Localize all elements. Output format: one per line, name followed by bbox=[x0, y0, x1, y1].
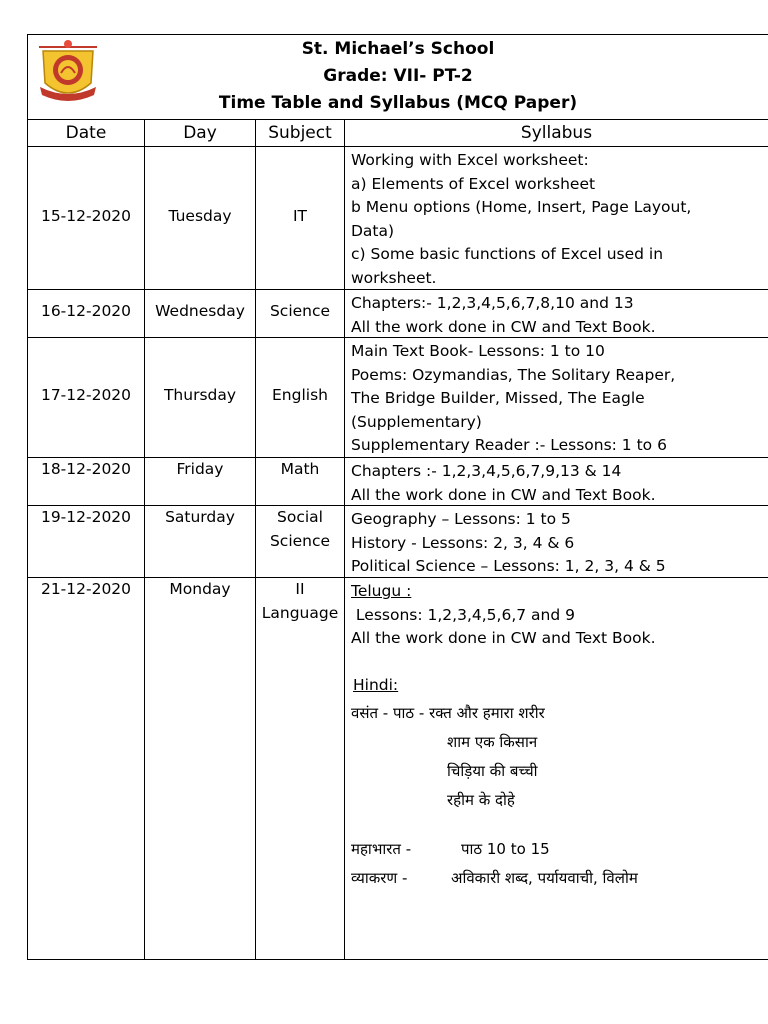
syllabus-cell bbox=[344, 147, 768, 289]
table-row bbox=[28, 338, 768, 458]
table-row bbox=[28, 290, 768, 338]
subject-cell bbox=[255, 458, 344, 505]
subject-cell bbox=[255, 338, 344, 457]
date-cell: 18-12-2020 bbox=[40, 460, 132, 478]
subject-line: Science bbox=[269, 302, 331, 320]
syllabus-line: Chapters :- 1,2,3,4,5,6,7,9,13 & 14 bbox=[351, 462, 622, 480]
vasant-lesson: चिड़िया की बच्ची bbox=[447, 762, 538, 781]
day-cell: Monday bbox=[144, 578, 255, 960]
subject-line: English bbox=[272, 386, 328, 404]
date-cell: 15-12-2020 bbox=[40, 207, 132, 225]
syllabus-line: History - Lessons: 2, 3, 4 & 6 bbox=[351, 533, 575, 552]
vyakaran-line bbox=[351, 864, 768, 893]
syllabus-line: Working with Excel worksheet: bbox=[351, 151, 589, 169]
syllabus-line: Main Text Book- Lessons: 1 to 10 bbox=[351, 342, 605, 360]
syllabus-cell bbox=[344, 290, 768, 337]
subject-cell bbox=[255, 578, 344, 960]
syllabus-line: Supplementary Reader :- Lessons: 1 to 6 bbox=[351, 436, 667, 455]
vasant-label: वसंत - पाठ - bbox=[351, 704, 425, 723]
mahabharat-line bbox=[351, 835, 768, 864]
date-cell: 19-12-2020 bbox=[40, 508, 132, 526]
spacer bbox=[351, 651, 768, 674]
subject-line: II bbox=[295, 580, 305, 598]
syllabus-line: a) Elements of Excel worksheet bbox=[351, 174, 596, 193]
vasant-lesson: शाम एक किसान bbox=[447, 733, 538, 752]
vyakaran-label: व्याकरण - bbox=[351, 869, 408, 888]
telugu-heading-text: Telugu : bbox=[351, 582, 412, 600]
telugu-lessons: Lessons: 1,2,3,4,5,6,7 and 9 bbox=[351, 605, 575, 624]
syllabus-line: c) Some basic functions of Excel used in bbox=[351, 245, 664, 264]
syllabus-cell bbox=[344, 338, 768, 457]
vasant-lesson: रक्त और हमारा शरीर bbox=[429, 704, 545, 723]
subject-cell bbox=[255, 506, 344, 577]
school-name: St. Michael’s School bbox=[301, 39, 495, 59]
subject-cell bbox=[255, 290, 344, 337]
hindi-vasant-block bbox=[351, 699, 768, 815]
day-cell: Saturday bbox=[144, 506, 255, 577]
syllabus-line: Political Science – Lessons: 1, 2, 3, 4 & 5 bbox=[351, 557, 666, 576]
hindi-other-block bbox=[351, 835, 768, 893]
table-row bbox=[28, 458, 768, 506]
telugu-heading bbox=[351, 580, 768, 604]
col-header-date: Date bbox=[65, 123, 107, 143]
syllabus-cell bbox=[344, 458, 768, 505]
day-cell: Tuesday bbox=[144, 147, 255, 289]
syllabus-line: Geography – Lessons: 1 to 5 bbox=[351, 510, 571, 528]
date-cell: 16-12-2020 bbox=[40, 302, 132, 320]
vasant-lesson: रहीम के दोहे bbox=[447, 791, 515, 810]
syllabus-line: All the work done in CW and Text Book. bbox=[351, 317, 656, 336]
subject-line: Math bbox=[280, 460, 320, 478]
subject-line: IT bbox=[292, 207, 308, 225]
date-cell: 21-12-2020 bbox=[40, 580, 132, 598]
subject-line: Social bbox=[277, 508, 323, 526]
col-header-syllabus: Syllabus bbox=[344, 119, 768, 146]
table-row bbox=[28, 578, 768, 960]
syllabus-line: Data) bbox=[351, 221, 395, 240]
syllabus-line: Poems: Ozymandias, The Solitary Reaper, bbox=[351, 365, 676, 384]
header bbox=[28, 35, 768, 120]
hindi-heading bbox=[351, 674, 768, 698]
syllabus-line: The Bridge Builder, Missed, The Eagle bbox=[351, 389, 645, 408]
timetable-sheet bbox=[27, 34, 768, 960]
syllabus-line: worksheet. bbox=[351, 268, 437, 287]
telugu-note: All the work done in CW and Text Book. bbox=[351, 629, 656, 648]
syllabus-line: (Supplementary) bbox=[351, 412, 482, 431]
subject-line: Language bbox=[261, 603, 339, 622]
table-row bbox=[28, 147, 768, 290]
day-cell: Friday bbox=[144, 458, 255, 505]
vyakaran-value: अविकारी शब्द, पर्यायवाची, विलोम bbox=[451, 869, 638, 888]
table-header-row bbox=[28, 119, 768, 147]
syllabus-cell bbox=[344, 578, 768, 960]
table-row bbox=[28, 506, 768, 578]
syllabus-line: b Menu options (Home, Insert, Page Layout, bbox=[351, 198, 692, 217]
date-cell: 17-12-2020 bbox=[40, 386, 132, 404]
subject-line: Science bbox=[269, 531, 331, 550]
hindi-heading-text: Hindi: bbox=[353, 675, 399, 694]
col-header-day: Day bbox=[144, 119, 255, 146]
day-cell: Thursday bbox=[144, 338, 255, 457]
grade-line: Grade: VII- PT-2 bbox=[323, 66, 473, 86]
mahabharat-value: पाठ 10 to 15 bbox=[461, 840, 550, 859]
col-header-subject: Subject bbox=[255, 119, 344, 146]
day-cell: Wednesday bbox=[144, 290, 255, 337]
syllabus-cell bbox=[344, 506, 768, 577]
mahabharat-label: महाभारत - bbox=[351, 840, 412, 859]
syllabus-line: All the work done in CW and Text Book. bbox=[351, 485, 656, 504]
syllabus-line: Chapters:- 1,2,3,4,5,6,7,8,10 and 13 bbox=[351, 294, 634, 312]
paper-title: Time Table and Syllabus (MCQ Paper) bbox=[218, 93, 578, 113]
subject-cell bbox=[255, 147, 344, 289]
vasant-line bbox=[351, 699, 768, 728]
